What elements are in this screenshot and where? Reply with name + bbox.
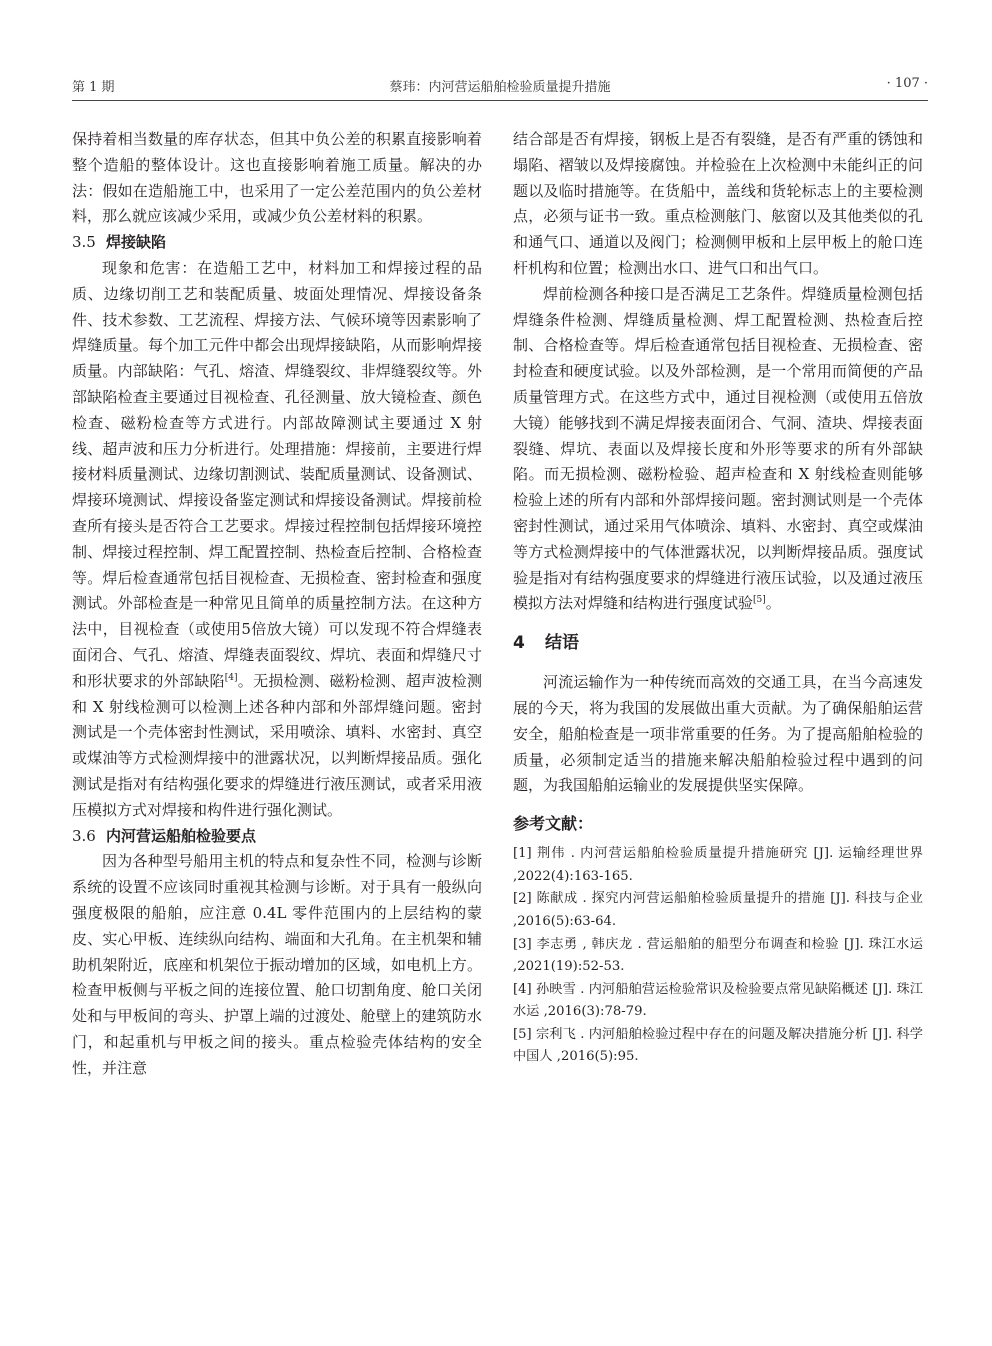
paragraph-text: 。无损检测、磁粉检测、超声波检测和 X 射线检测可以检测上述各种内部和外部焊缝问题。密封测试是一个壳体密封性测试，采用喷涂、填料、水密封、真空或煤油等方式检测焊接中的泄露状况，以判断焊接品质。强化测试是指对有结构强化要求的焊缝进行液压测试，或者采用液压模拟方式对焊接和构件进行强化测试。 bbox=[72, 671, 482, 819]
reference-item: [5] 宗利飞 . 内河船舶检验过程中存在的问题及解决措施分析 [J]. 科学中国人 ,2016(5):95. bbox=[513, 1026, 923, 1065]
reference-item: [2] 陈献成 . 探究内河营运船舶检验质量提升的措施 [J]. 科技与企业 ,2016(5):63-64. bbox=[513, 891, 923, 929]
reference-item: [4] 孙映雪 . 内河船舶营运检验常识及检验要点常见缺陷概述 [J]. 珠江水运 ,2016(3):78-79. bbox=[513, 981, 923, 1020]
reference-item: [1] 荆伟 . 内河营运船舶检验质量提升措施研究 [J]. 运输经理世界 ,2022(4):163-165. bbox=[513, 846, 923, 884]
section-title: 焊接缺陷 bbox=[106, 233, 167, 252]
header-divider bbox=[72, 100, 928, 101]
references-list bbox=[513, 843, 923, 1069]
paragraph-text: 现象和危害：在造船工艺中，材料加工和焊接过程的品质、边缘切削工艺和装配质量、坡面处理情况、焊接设备条件、技术参数、工艺流程、焊接方法、气候环境等因素影响了焊缝质量。每个加工元件中都会出现焊接缺陷，从而影响焊接质量。内部缺陷：气孔、熔渣、焊缝裂纹、非焊缝裂纹等。外部缺陷检查主要通过目视检查、孔径测量、放大镜检查、颜色检查、磁粉检查等方式进行。内部故障测试主要通过 X 射线、超声波和压力分析进行。处理措施：焊接前，主要进行焊接材料质量测试、边缘切割测试、装配质量测试、设备测试、焊接环境测试、焊接设备鉴定测试和焊接设备测试。焊接前检查所有接头是否符合工艺要求。焊接过程控制包括焊接环境控制、焊接过程控制、焊工配置控制、热检查后控制、合格检查等。焊后检查通常包括目视检查、无损检查、密封检查和强度测试。外部检查是一种常见且简单的质量控制方法。在这种方法中，目视检查（或使用5倍放大镜）可以发现不符合焊缝表面闭合、气孔、熔渣、焊缝表面裂纹、焊坑、表面和焊缝尺寸和形状要求的外部缺陷 bbox=[72, 258, 482, 690]
citation-ref[interactable]: [5] bbox=[753, 595, 766, 606]
section-title: 内河营运船舶检验要点 bbox=[106, 826, 257, 845]
section-number: 3.6 bbox=[72, 826, 96, 845]
section-heading-4 bbox=[513, 629, 923, 657]
left-column bbox=[72, 127, 482, 1081]
paragraph-text: 。 bbox=[765, 594, 781, 613]
paragraph-pre-weld-inspection bbox=[513, 282, 923, 617]
section-heading-3-6 bbox=[72, 824, 482, 850]
section-number: 3.5 bbox=[72, 233, 96, 252]
issue-number: 第 1 期 bbox=[72, 80, 115, 95]
running-title: 蔡玮：内河营运船舶检验质量提升措施 bbox=[389, 80, 611, 95]
paragraph-inspection-points: 因为各种型号船用主机的特点和复杂性不同，检测与诊断系统的设置不应该同时重视其检测与诊断。对于具有一般纵向强度极限的船舶，应注意 0.4L 零件范围内的上层结构的蒙皮、实心甲板、连续纵向结构、端面和大孔角。在主机架和辅助机架附近，底座和机架位于振动增加的区域，如电机上方。检查甲板侧与平板之间的连接位置、舱口切割角度、舱口关闭处和与甲板间的弯头、护罩上端的过渡处、舱壁上的建筑防水门，和起重机与甲板之间的接头。重点检验壳体结构的安全性，并注意 bbox=[72, 852, 482, 1077]
section-heading-3-5 bbox=[72, 230, 482, 256]
paragraph-continuation: 结合部是否有焊接，钢板上是否有裂缝，是否有严重的锈蚀和塌陷、褶皱以及焊接腐蚀。并检验在上次检测中未能纠正的问题以及临时措施等。在货船中，盖线和货轮标志上的主要检测点，必须与证书一致。重点检测舷门、舷窗以及其他类似的孔和通气口、通道以及阀门；检测侧甲板和上层甲板上的舱口连杆机构和位置；检测出水口、进气口和出气口。 bbox=[513, 130, 923, 277]
page-number: · 107 · bbox=[886, 76, 928, 91]
right-column bbox=[513, 127, 923, 1069]
section-number: 4 bbox=[513, 633, 525, 654]
citation-ref[interactable]: [4] bbox=[224, 672, 238, 683]
paragraph-continuation: 保持着相当数量的库存状态，但其中负公差的积累直接影响着整个造船的整体设计。这也直接影响着施工质量。解决的办法：假如在造船施工中，也采用了一定公差范围内的负公差材料，那么就应该减少采用，或减少负公差材料的积累。 bbox=[72, 130, 482, 226]
paragraph-text: 焊前检测各种接口是否满足工艺条件。焊缝质量检测包括焊缝条件检测、焊缝质量检测、焊工配置检测、热检查后控制、合格检查等。焊后检查通常包括目视检查、无损检查、密封检查和硬度试验。以及外部检测，是一个常用而简便的产品质量管理方式。在这些方式中，通过目视检测（或使用五倍放大镜）能够找到不满足焊接表面闭合、气洞、渣块、焊接表面裂缝、焊坑、表面以及焊接长度和外形等要求的所有外部缺陷。而无损检测、磁粉检验、超声检查和 X 射线检查则能够检验上述的所有内部和外部焊接问题。密封测试则是一个壳体密封性测试，通过采用气体喷涂、填料、水密封、真空或煤油等方式检测焊接中的气体泄露状况，以判断焊接品质。强度试验是指对有结构强度要求的焊缝进行液压试验，以及通过液压模拟方法对焊缝和结构进行强度试验 bbox=[513, 284, 923, 613]
paragraph-conclusion: 河流运输作为一种传统而高效的交通工具，在当今高速发展的今天，将为我国的发展做出重大贡献。为了确保船舶运营安全，船舶检查是一项非常重要的任务。为了提高船舶检验的质量，必须制定适当的措施来解决船舶检验过程中遇到的问题，为我国船舶运输业的发展提供坚实保障。 bbox=[513, 673, 923, 795]
references-heading: 参考文献： bbox=[513, 814, 594, 834]
section-title: 结语 bbox=[545, 633, 579, 654]
paragraph-welding-defects bbox=[72, 256, 482, 824]
reference-item: [3] 李志勇 , 韩庆龙 . 营运船舶的船型分布调查和检验 [J]. 珠江水运 ,2021(19):52-53. bbox=[513, 936, 923, 975]
running-header bbox=[72, 76, 928, 96]
